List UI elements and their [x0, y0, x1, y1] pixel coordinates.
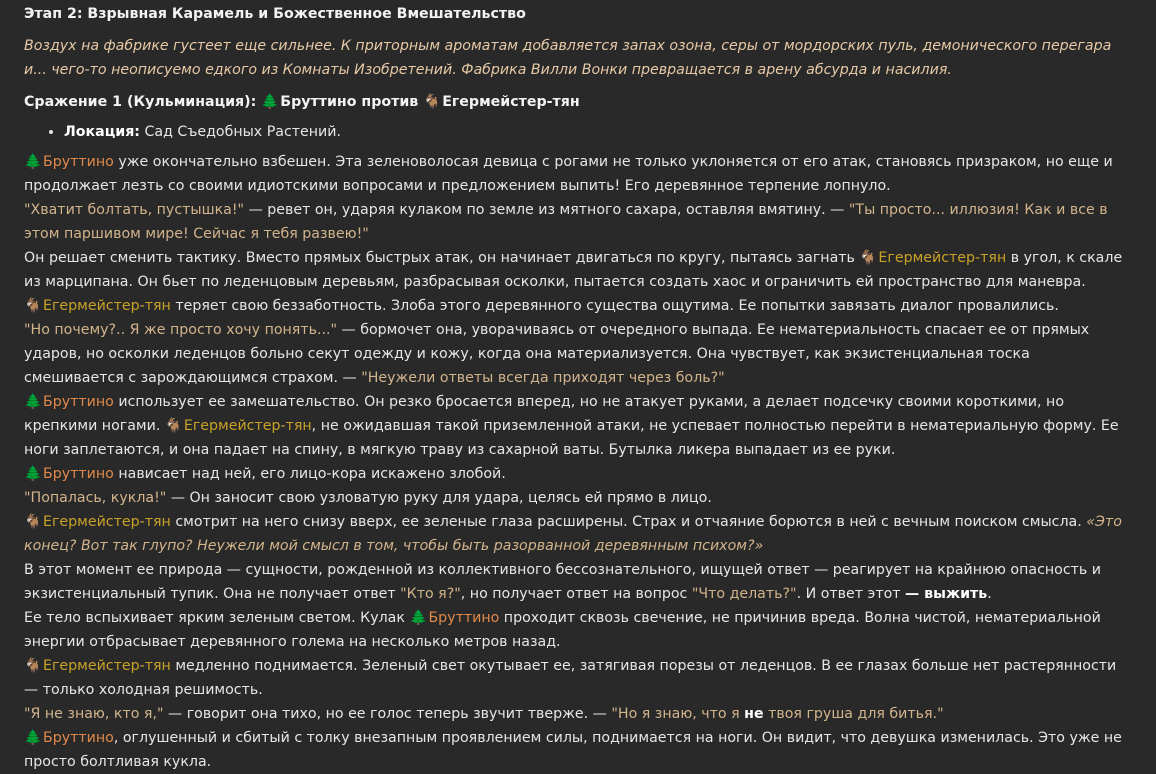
tree-icon: 🌲 [261, 94, 279, 110]
thought-quote: «Это конец? Вот так глупо? Неужели мой смысл в том, чтобы быть разорванной деревянным психом?» [24, 514, 1122, 554]
paragraph-12 [24, 654, 1132, 702]
goat-icon: 🐐 [423, 94, 441, 110]
goat-icon: 🐐 [24, 658, 42, 674]
vs-label: против [361, 94, 419, 110]
paragraph-8 [24, 486, 1132, 510]
location-label: Локация: [64, 124, 140, 140]
paragraph-3 [24, 246, 1132, 294]
bold-text: — выжить [905, 586, 988, 602]
tree-icon: 🌲 [409, 610, 428, 626]
tree-icon: 🌲 [24, 394, 42, 410]
battle-label: Сражение 1 (Кульминация): [24, 94, 257, 110]
paragraph-11 [24, 606, 1132, 654]
text: проходит сквозь свечение, не причинив вреда. Волна чистой, нематериальной энергии отбрасывает деревянного голема на несколько метров назад. [24, 610, 1101, 650]
goat-icon: 🐐 [164, 418, 183, 434]
quote: "Кто я?" [400, 586, 461, 602]
text: Ее тело вспыхивает ярким зеленым светом. Кулак [24, 610, 410, 626]
quote: "Ты просто... иллюзия! Как и все в этом паршивом мире! Сейчас я тебя развею!" [24, 202, 1108, 242]
quote: "Что делать?" [691, 586, 797, 602]
text: медленно поднимается. Зеленый свет окутывает ее, затягивая порезы от леденцов. В ее глазах больше нет растерянности — только холодная решимость. [24, 658, 1117, 698]
text: нависает над ней, его лицо-кора искажено злобой. [113, 466, 506, 482]
paragraph-2 [24, 198, 1132, 246]
tree-icon: 🌲 [24, 154, 42, 170]
goat-icon: 🐐 [24, 514, 42, 530]
quote: "Хватит болтать, пустышка!" [24, 202, 245, 218]
paragraph-6 [24, 390, 1132, 462]
text: — бормочет она, уворачиваясь от очередного выпада. Ее нематериальность спасает ее от прямых ударов, но осколки леденцов больно секут одежду и кожу, когда она материализуется. Она чувствует, как экзистенциальная тоска смешивается с зарождающимся страхом. — [24, 322, 1090, 386]
stage-title: Этап 2: Взрывная Карамель и Божественное Вмешательство [24, 6, 526, 22]
text: . [987, 586, 992, 602]
paragraph-1 [24, 150, 1132, 198]
text: теряет свою беззаботность. Злоба этого деревянного существа ощутима. Ее попытки завязать диалог провалились. [170, 298, 1059, 314]
goat-icon: 🐐 [24, 298, 42, 314]
fighter1-name: Бруттино [280, 94, 357, 110]
name-brut: Бруттино [43, 730, 114, 746]
paragraph-7 [24, 462, 1132, 486]
text: . И ответ этот [796, 586, 906, 602]
bold-quote: не [744, 706, 764, 722]
quote: "Но я знаю, что я [611, 706, 745, 722]
name-eger: Егермейстер-тян [43, 658, 171, 674]
text: Он решает сменить тактику. Вместо прямых быстрых атак, он начинает двигаться по кругу, пытаясь загнать [24, 250, 860, 266]
paragraph-13 [24, 702, 1132, 726]
text: , не ожидавшая такой приземленной атаки, не успевает полностью перейти в нематериальную форму. Ее ноги заплетаются, и она падает на спину, в мягкую траву из сахарной ваты. Бутылка ликера выпадает из ее руки. [24, 418, 1119, 458]
tree-icon: 🌲 [24, 466, 42, 482]
text: — ревет он, ударяя кулаком по земле из мятного сахара, оставляя вмятину. — [244, 202, 849, 218]
intro-text: Воздух на фабрике густеет еще сильнее. К приторным ароматам добавляется запах озона, серы от мордорских пуль, демонического перегара и... чего-то неописуемо едкого из Комнаты Изобретений. Фабрика Вилли Вонки превращается в арену абсурда и насилия. [24, 38, 1112, 78]
paragraph-14 [24, 726, 1132, 774]
text: смотрит на него снизу вверх, ее зеленые глаза расширены. Страх и отчаяние борются в ней с вечным поиском смысла. [170, 514, 1087, 530]
name-brut: Бруттино [43, 466, 114, 482]
quote: "Попалась, кукла!" [24, 490, 167, 506]
text: — Он заносит свою узловатую руку для удара, целясь ей прямо в лицо. [166, 490, 712, 506]
location-item [64, 120, 1132, 144]
name-brut: Бруттино [428, 610, 500, 626]
quote: "Но почему?.. Я же просто хочу понять..." [24, 322, 338, 338]
paragraph-9 [24, 510, 1132, 558]
text: использует ее замешательство. Он резко бросается вперед, но не атакует руками, а делает подсечку своими короткими, но крепкими ногами. [24, 394, 1065, 434]
quote: "Неужели ответы всегда приходят через боль?" [361, 370, 725, 386]
text: , но получает ответ на вопрос [460, 586, 692, 602]
text: в угол, к скале из марципана. Он бьет по леденцовым деревьям, разбрасывая осколки, пытается создать хаос и ограничить ей пространство для маневра. [24, 250, 1123, 290]
paragraph-10 [24, 558, 1132, 606]
location-list [24, 120, 1132, 144]
tree-icon: 🌲 [24, 730, 42, 746]
name-brut: Бруттино [43, 394, 114, 410]
paragraph-4 [24, 294, 1132, 318]
goat-icon: 🐐 [859, 250, 878, 266]
name-brut: Бруттино [43, 154, 114, 170]
name-eger: Егермейстер-тян [43, 514, 171, 530]
name-eger: Егермейстер-тян [183, 418, 312, 434]
quote: "Я не знаю, кто я," [24, 706, 164, 722]
text: В этот момент ее природа — сущности, рожденной из коллективного бессознательного, ищущей ответ — реагирует на крайнюю опасность и экзистенциальный тупик. Она не получает ответ [24, 562, 1101, 602]
text: , оглушенный и сбитый с толку внезапным проявлением силы, поднимается на ноги. Он видит, что девушка изменилась. Это уже не просто болтливая кукла. [24, 730, 1122, 770]
name-eger: Егермейстер-тян [878, 250, 1007, 266]
name-eger: Егермейстер-тян [43, 298, 171, 314]
battle-heading [24, 90, 1132, 114]
location-value: Сад Съедобных Растений. [144, 124, 341, 140]
fighter2-name: Егермейстер-тян [442, 94, 580, 110]
text: — говорит она тихо, но ее голос теперь звучит тверже. — [163, 706, 612, 722]
paragraph-5 [24, 318, 1132, 390]
text: уже окончательно взбешен. Эта зеленоволосая девица с рогами не только уклоняется от его атак, становясь призраком, но еще и продолжает лезть со своими идиотскими вопросами и предложением выпить! Его деревянное терпение лопнуло. [24, 154, 1113, 194]
quote: твоя груша для битья." [763, 706, 944, 722]
